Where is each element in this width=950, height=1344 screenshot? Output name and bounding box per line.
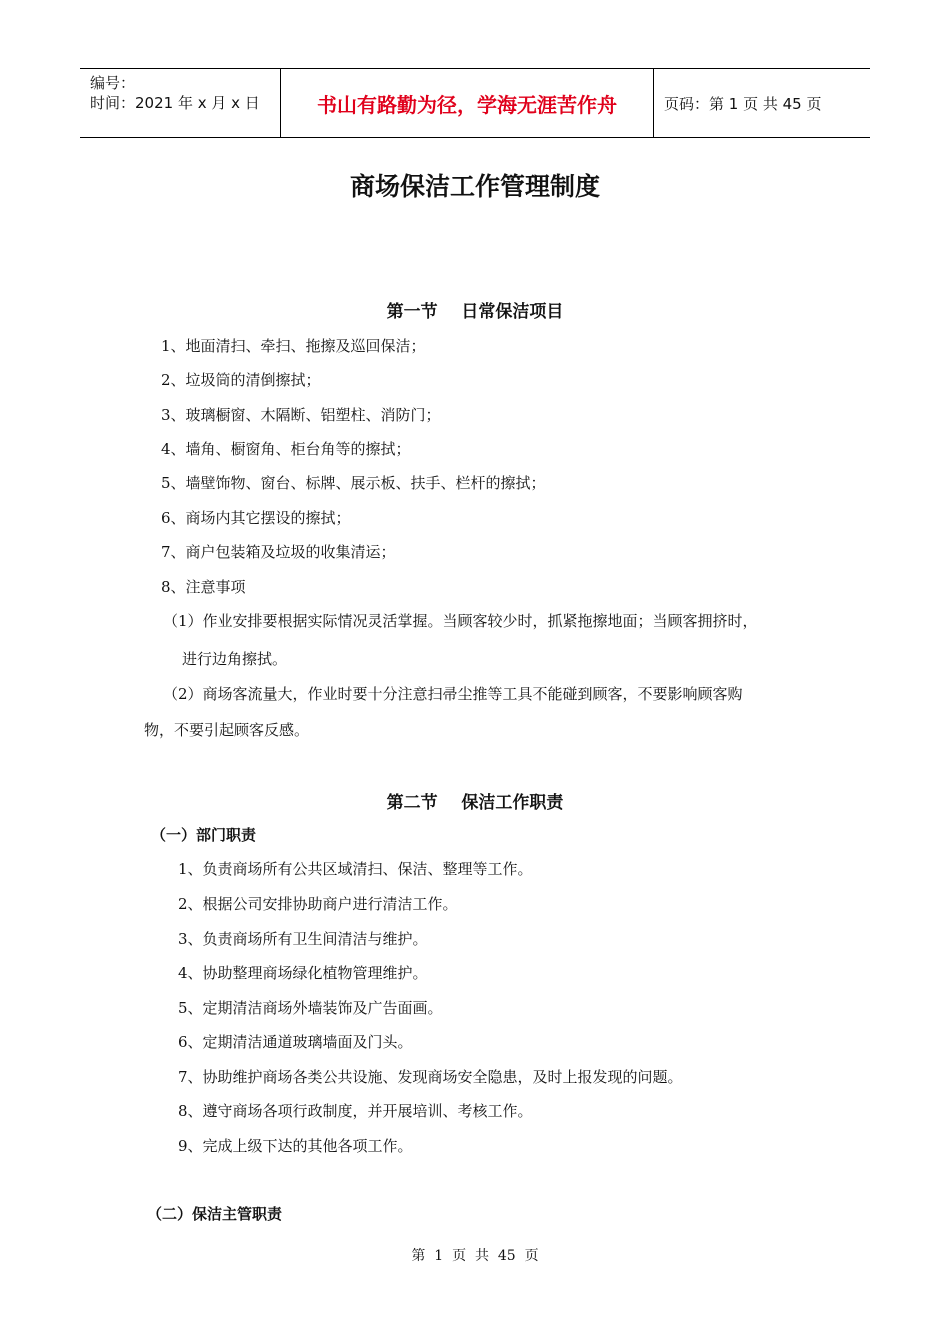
section1-item-8: 8、注意事项 [161,578,246,596]
page-info: 页码：第 1 页 共 45 页 [664,94,822,113]
page-footer: 第 1 页 共 45 页 [411,1248,539,1264]
section2-item-7: 7、协助维护商场各类公共设施、发现商场安全隐患，及时上报发现的问题。 [178,1068,683,1086]
section2-item-2: 2、根据公司安排协助商户进行清洁工作。 [178,895,458,913]
note2-line2: 物，不要引起顾客反感。 [144,721,310,739]
motto: 书山有路勤为径，学海无涯苦作舟 [281,69,654,137]
section2-item-5: 5、定期清洁商场外墙装饰及广告面画。 [178,999,443,1017]
document-title: 商场保洁工作管理制度 [349,172,600,201]
time-label: 时间：2021 年 x 月 x 日 [90,94,260,112]
section1-item-6: 6、商场内其它摆设的擦拭； [161,509,351,527]
note1-line1: （1）作业安排要根据实际情况灵活掌握。当顾客较少时，抓紧拖擦地面；当顾客拥挤时， [163,612,758,630]
note1-line2: 进行边角擦拭。 [182,650,288,668]
note2-line1: （2）商场客流量大，作业时要十分注意扫帚尘推等工具不能碰到顾客，不要影响顾客购 [163,685,743,703]
section1-heading: 第一节 日常保洁项目 [386,302,564,322]
section2-item-8: 8、遵守商场各项行政制度，并开展培训、考核工作。 [178,1102,533,1120]
section1-item-3: 3、玻璃橱窗、木隔断、铝塑柱、消防门； [161,406,441,424]
section1-item-2: 2、垃圾筒的清倒擦拭； [161,371,321,389]
section2-item-3: 3、负责商场所有卫生间清洁与维护。 [178,930,428,948]
section2-sub2: （二）保洁主管职责 [147,1205,283,1223]
section1-item-1: 1、地面清扫、牵扫、拖擦及巡回保洁； [161,337,426,355]
section1-item-7: 7、商户包装箱及垃圾的收集清运； [161,543,396,561]
section1-item-4: 4、墙角、橱窗角、柜台角等的擦拭； [161,440,411,458]
section2-heading: 第二节 保洁工作职责 [386,793,564,813]
section2-item-1: 1、负责商场所有公共区域清扫、保洁、整理等工作。 [178,860,533,878]
section2-item-9: 9、完成上级下达的其他各项工作。 [178,1137,413,1155]
section2-sub1: （一）部门职责 [151,826,257,844]
section1-item-5: 5、墙壁饰物、窗台、标牌、展示板、扶手、栏杆的擦拭； [161,474,546,492]
section2-item-6: 6、定期清洁通道玻璃墙面及门头。 [178,1033,413,1051]
section2-item-4: 4、协助整理商场绿化植物管理维护。 [178,964,428,982]
document-header [80,68,870,138]
number-label: 编号： [90,74,136,92]
header-meta-cell [80,69,281,137]
